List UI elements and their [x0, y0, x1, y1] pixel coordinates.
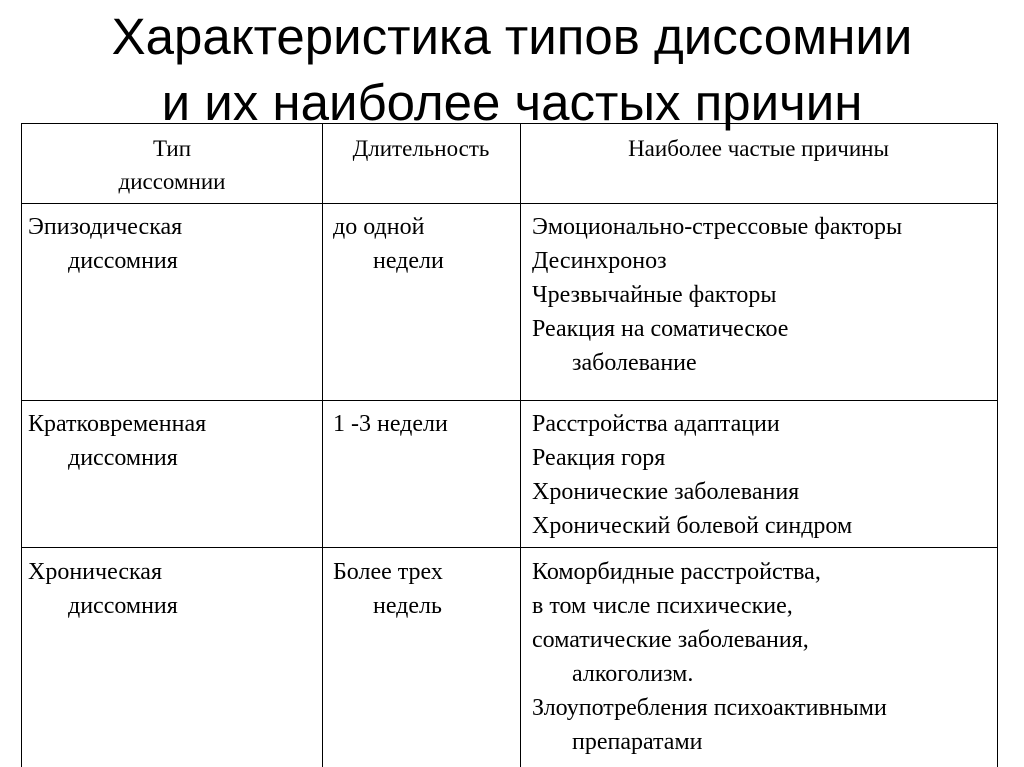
row-3-type: [28, 555, 318, 623]
header-duration: [322, 132, 520, 165]
row-3-duration-line-2: недель: [373, 593, 442, 619]
row-2-type-line-1: Кратковременная: [28, 411, 207, 437]
header-type-line-2: диссомнии: [118, 169, 226, 194]
cause-item: в том числе психические,: [532, 593, 793, 619]
row-1-type-line-2: диссомния: [68, 248, 178, 274]
row-divider: [22, 400, 997, 401]
cause-item: препаратами: [572, 729, 703, 755]
row-1-type: [28, 210, 318, 278]
cause-item: Десинхроноз: [532, 248, 667, 274]
row-divider: [22, 547, 997, 548]
dyssomnia-table: [21, 123, 998, 767]
cause-item: алкоголизм.: [572, 661, 694, 687]
column-divider: [520, 124, 521, 767]
row-1-duration-line-1: до одной: [333, 214, 425, 240]
row-3-type-line-2: диссомния: [68, 593, 178, 619]
row-2-causes: [532, 407, 997, 543]
row-2-type-line-2: диссомния: [68, 445, 178, 471]
cause-item: заболевание: [572, 350, 697, 376]
row-2-type: [28, 407, 318, 475]
row-1-duration-line-2: недели: [373, 248, 444, 274]
row-1-type-line-1: Эпизодическая: [28, 214, 183, 240]
cause-item: Злоупотребления психоактивными: [532, 695, 887, 721]
cause-item: соматические заболевания,: [532, 627, 809, 653]
column-divider: [322, 124, 323, 767]
cause-item: Реакция на соматическое: [532, 316, 789, 342]
row-3-causes: [532, 555, 997, 759]
slide-title-line-1: Характеристика типов диссомнии: [111, 8, 913, 65]
cause-item: Эмоционально-стрессовые факторы: [532, 214, 903, 240]
row-1-duration: [333, 210, 518, 278]
header-causes: [520, 132, 997, 165]
cause-item: Расстройства адаптации: [532, 411, 780, 437]
row-3-type-line-1: Хроническая: [28, 559, 162, 585]
header-type: [22, 132, 322, 198]
row-3-duration-line-1: Более трех: [333, 559, 443, 585]
row-2-duration-line-1: 1 -3 недели: [333, 411, 448, 437]
header-causes-label: Наиболее частые причины: [628, 136, 889, 161]
header-duration-label: Длительность: [352, 136, 490, 161]
cause-item: Чрезвычайные факторы: [532, 282, 777, 308]
slide-title-line-2: и их наиболее частых причин: [161, 74, 863, 131]
row-2-duration: [333, 407, 518, 441]
cause-item: Хронические заболевания: [532, 479, 800, 505]
row-1-causes: [532, 210, 997, 380]
cause-item: Реакция горя: [532, 445, 666, 471]
slide-title: [0, 4, 1024, 136]
cause-item: Коморбидные расстройства,: [532, 559, 821, 585]
cause-item: Хронический болевой синдром: [532, 513, 853, 539]
row-3-duration: [333, 555, 518, 623]
header-type-line-1: Тип: [152, 136, 192, 161]
row-divider: [22, 203, 997, 204]
